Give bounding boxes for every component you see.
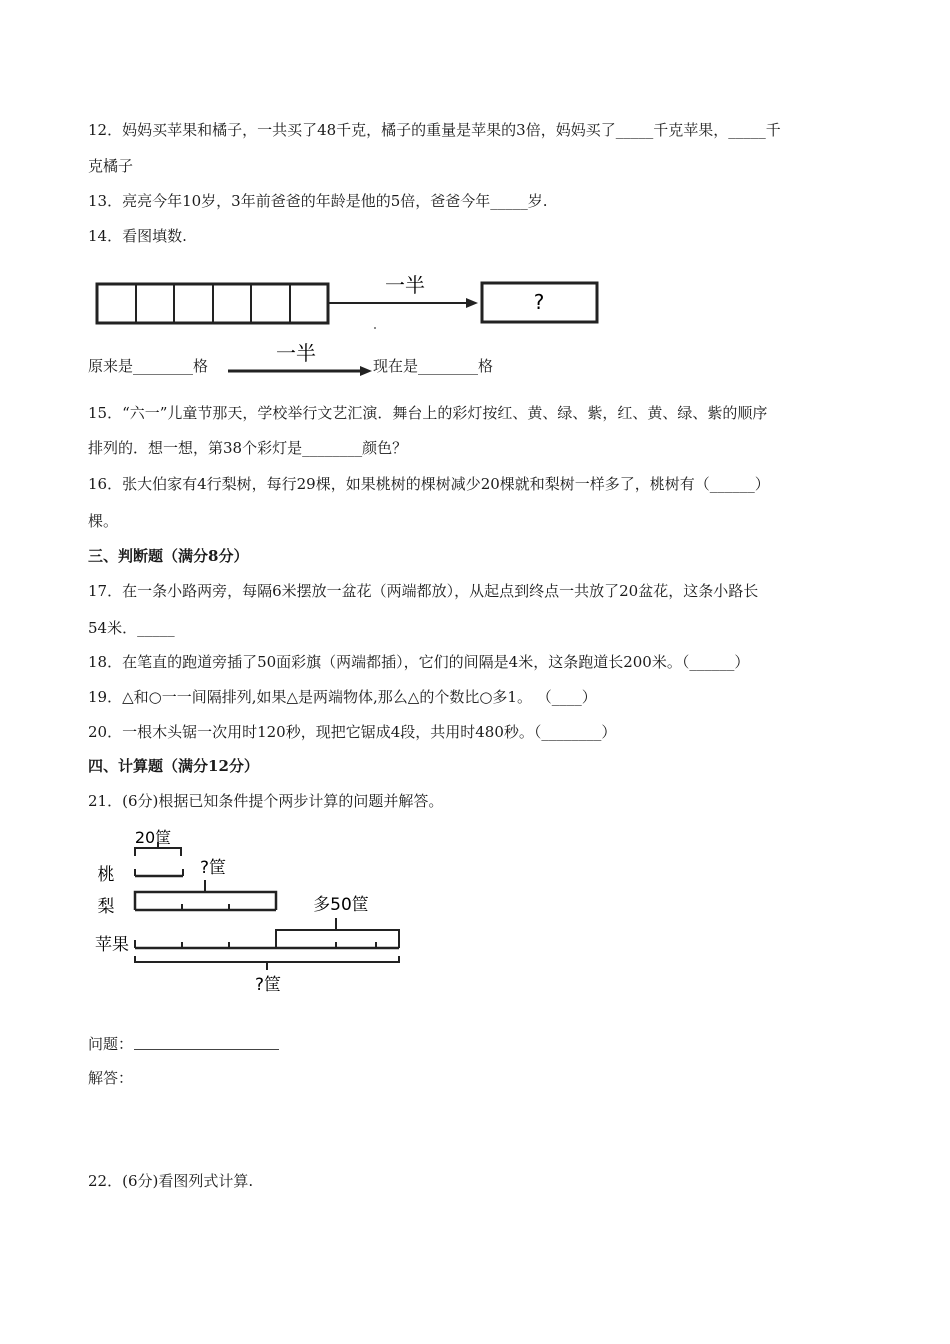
label-peach-question: ?筐 xyxy=(199,858,227,878)
q17-line1: 17．在一条小路两旁，每隔6米摆放一盆花（两端都放），从起点到终点一共放了20盆花，这条小路长 xyxy=(88,582,759,600)
q12-line1: 12．妈妈买苹果和橘子，一共买了48千克，橘子的重量是苹果的3倍，妈妈买了_____千克苹果，_____千 xyxy=(88,121,781,139)
section-4-heading: 四、计算题（满分12分） xyxy=(88,757,259,775)
q15-line1: 15．“六一”儿童节那天，学校举行文艺汇演．舞台上的彩灯按红、黄、绿、紫，红、黄、绿、紫的顺序 xyxy=(88,404,768,422)
q14-now-label: 现在是________格 xyxy=(373,357,494,375)
q22-title: 22．(6分)看图列式计算. xyxy=(88,1172,254,1190)
q21-answer-label: 解答： xyxy=(88,1069,134,1087)
section-3-heading: 三、判断题（满分8分） xyxy=(88,547,249,565)
stray-dot xyxy=(374,327,376,329)
label-more-50: 多50筐 xyxy=(313,895,369,915)
more-50-brace xyxy=(276,930,399,948)
q18-text: 18．在笔直的跑道旁插了50面彩旗（两端都插），它们的间隔是4米，这条跑道长200米。（______） xyxy=(88,653,750,671)
q20-text: 20．一根木头锯一次用时120秒，现把它锯成4段，共用时480秒。（________） xyxy=(88,723,617,741)
q13-text: 13．亮亮今年10岁，3年前爸爸的年龄是他的5倍，爸爸今年_____岁. xyxy=(88,192,548,210)
q14-orig-label: 原来是________格 xyxy=(88,357,209,375)
label-pear: 梨 xyxy=(97,897,115,917)
q21-question-blank[interactable] xyxy=(134,1049,279,1050)
q21-question-label: 问题： xyxy=(88,1035,134,1053)
q16-line1: 16．张大伯家有4行梨树，每行29棵，如果桃树的棵树减少20棵就和梨树一样多了，桃树有（______） xyxy=(88,475,770,493)
pear-bar xyxy=(135,892,276,910)
q14-mid-arrow xyxy=(226,338,374,378)
brace-20 xyxy=(135,848,181,856)
label-20-baskets: 20筐 xyxy=(134,828,172,847)
q15-line2: 排列的．想一想，第38个彩灯是________颜色？ xyxy=(88,439,408,457)
arrow-head-icon xyxy=(360,366,372,376)
half-arrow-label: 一半 xyxy=(385,273,425,297)
arrow-head-icon xyxy=(466,298,478,308)
q17-line2: 54米．_____ xyxy=(88,619,175,637)
label-apple: 苹果 xyxy=(95,935,129,955)
label-peach: 桃 xyxy=(97,865,115,885)
q21-segment-diagram xyxy=(88,820,418,1000)
label-apple-question: ?筐 xyxy=(254,975,282,995)
apple-total-brace xyxy=(135,956,399,962)
q12-line2: 克橘子 xyxy=(88,157,134,175)
q14-grid-diagram xyxy=(90,268,610,338)
q14-title: 14．看图填数. xyxy=(88,227,187,245)
q16-line2: 棵。 xyxy=(88,512,119,530)
q19-text: 19．△和○一一间隔排列,如果△是两端物体,那么△的个数比○多1。 （____） xyxy=(88,688,597,706)
result-box-question: ? xyxy=(533,290,545,314)
q21-title: 21．(6分)根据已知条件提个两步计算的问题并解答。 xyxy=(88,792,444,810)
mid-arrow-label: 一半 xyxy=(276,341,316,365)
